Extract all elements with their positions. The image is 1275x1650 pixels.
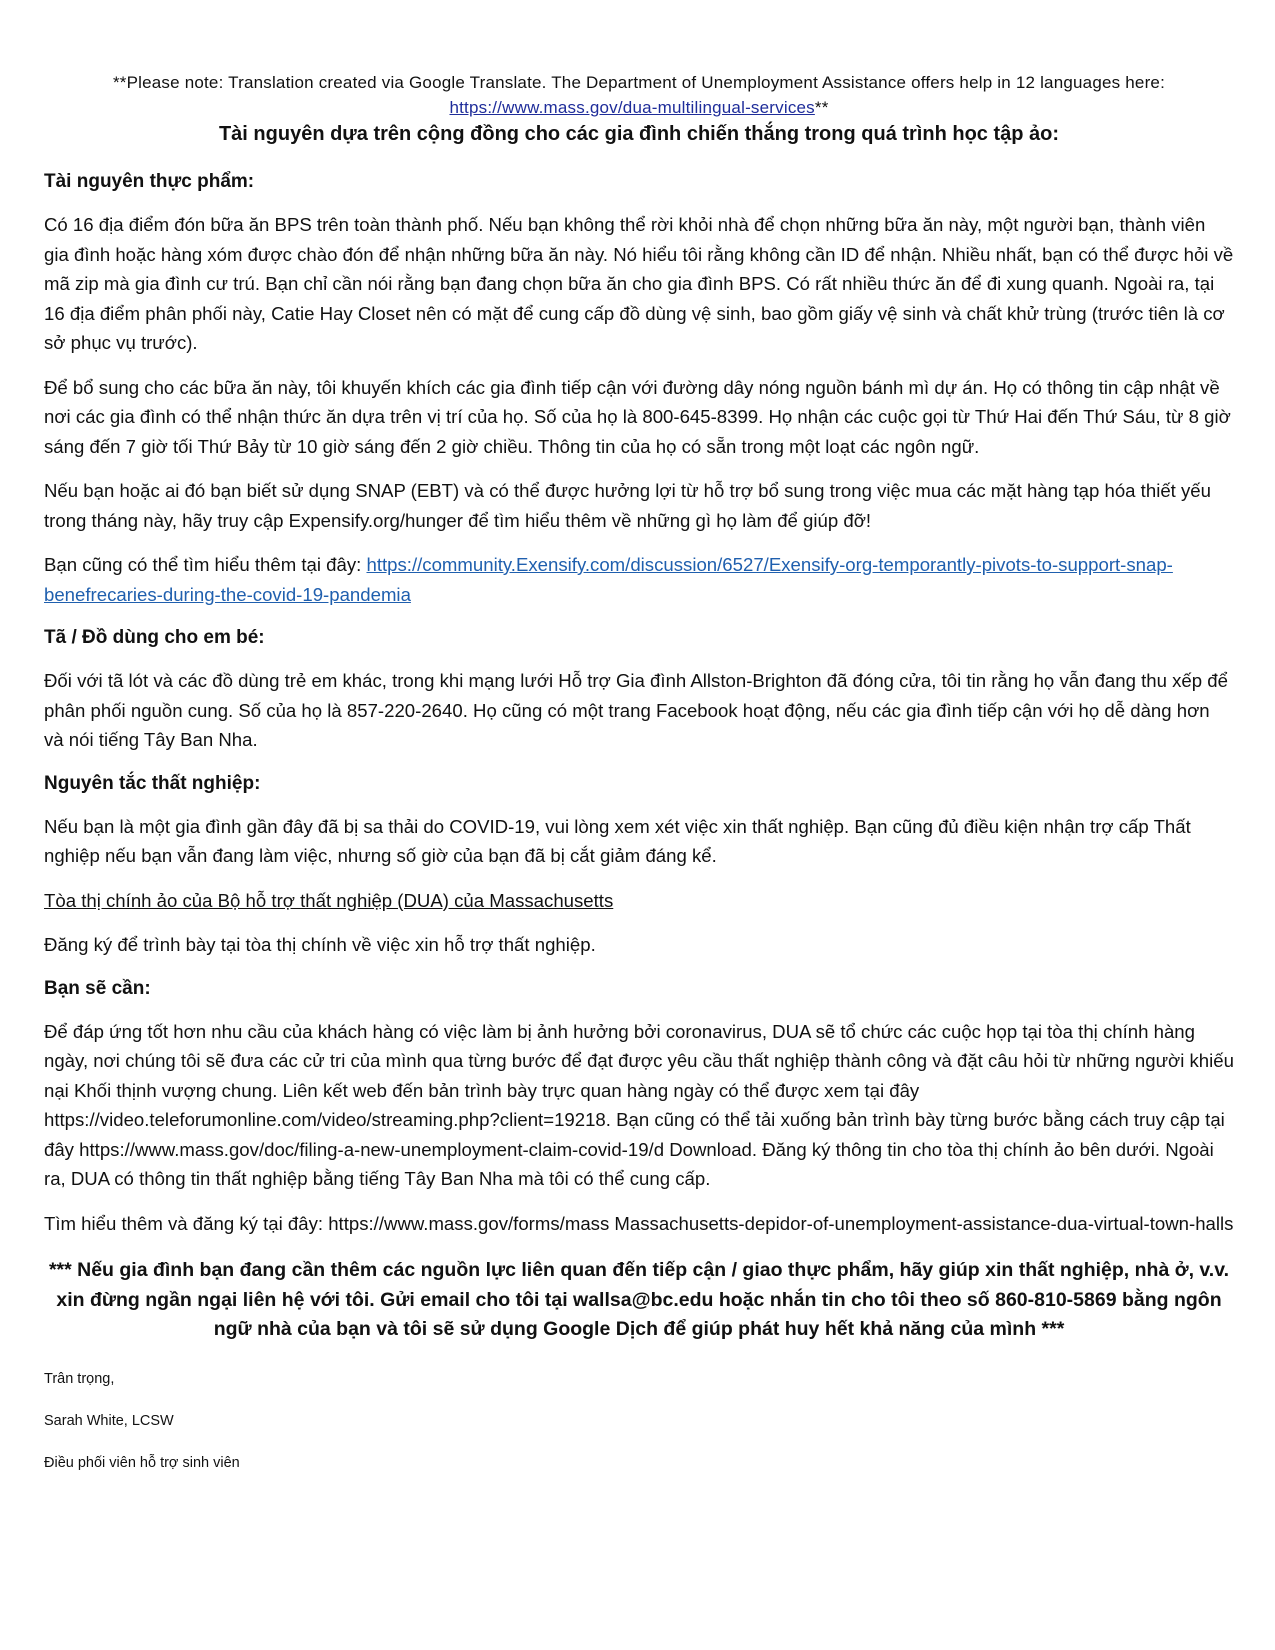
food-link-prefix: Bạn cũng có thể tìm hiểu thêm tại đây: [44, 554, 367, 575]
need-heading: Bạn sẽ cần: [44, 977, 151, 999]
signature-greeting: Trân trọng, [44, 1370, 115, 1387]
dua-townhall-title: Tòa thị chính ảo của Bộ hỗ trợ thất nghiệp (DUA) của Massachusetts [44, 889, 614, 911]
food-paragraph-1: Có 16 địa điểm đón bữa ăn BPS trên toàn thành phố. Nếu bạn không thể rời khỏi nhà để chọn những bữa ăn này, một người bạn, thành viên gia đình hoặc hàng xóm được chào đón để nhận những bữa ăn này. Nó hiểu tôi rằng không cần ID để nhận. Nhiều nhất, bạn có thể được hỏi về mã zip mà gia đình cư trú. Bạn chỉ cần nói rằng bạn đang chọn bữa ăn cho gia đình BPS. Có rất nhiều thức ăn để đi xung quanh. Ngoài ra, tại 16 địa điểm phân phối này, Catie Hay Closet nên có mặt để cung cấp đồ dùng vệ sinh, bao gồm giấy vệ sinh và chất khử trùng (trước tiên là cơ sở phục vụ trước). [44, 214, 1234, 353]
expensify-community-link[interactable]: https://community.Exensify.com/discussion/6527/Exensify-org-temporantly-pivots-to-support-snap-benefrecaries-during-the-covid-19-pandemia [44, 554, 1173, 605]
translation-note-text: **Please note: Translation created via Google Translate. The Department of Unemployment Assistance offers help in 12 languages here: [112, 73, 1166, 92]
document-page [44, 70, 1234, 1495]
townhall-register-paragraph: Đăng ký để trình bày tại tòa thị chính về việc xin hỗ trợ thất nghiệp. [44, 934, 596, 955]
food-paragraph-3: Nếu bạn hoặc ai đó bạn biết sử dụng SNAP (EBT) và có thể được hưởng lợi từ hỗ trợ bổ sung trong việc mua các mặt hàng tạp hóa thiết yếu trong tháng này, hãy truy cập Expensify.org/hunger để tìm hiểu thêm về những gì họ làm để giúp đỡ! [44, 480, 1211, 531]
baby-heading: Tã / Đồ dùng cho em bé: [44, 627, 265, 648]
baby-paragraph: Đối với tã lót và các đồ dùng trẻ em khác, trong khi mạng lưới Hỗ trợ Gia đình Allston-Brighton đã đóng cửa, tôi tin rằng họ vẫn đang thu xếp để phân phối nguồn cung. Số của họ là 857-220-2640. Họ cũng có một trang Facebook hoạt động, nếu các gia đình tiếp cận với họ dễ dàng hơn và nói tiếng Tây Ban Nha. [44, 670, 1228, 750]
signature-role: Điều phối viên hỗ trợ sinh viên [44, 1454, 240, 1471]
translation-note-suffix: ** [814, 98, 829, 117]
need-paragraph-1: Để đáp ứng tốt hơn nhu cầu của khách hàng có việc làm bị ảnh hưởng bởi coronavirus, DUA sẽ tổ chức các cuộc họp tại tòa thị chính hàng ngày, nơi chúng tôi sẽ đưa các cử tri của mình qua từng bước để đạt được yêu cầu thất nghiệp thành công và đặt câu hỏi từ những người khiếu nại Khối thịnh vượng chung. Liên kết web đến bản trình bày trực quan hàng ngày có thể được xem tại đây https://video.teleforumonline.com/video/streaming.php?client=19218. Bạn cũng có thể tải xuống bản trình bày từng bước bằng cách truy cập tại đây https://www.mass.gov/doc/filing-a-new-unemployment-claim-covid-19/d Download. Đăng ký thông tin cho tòa thị chính ảo bên dưới. Ngoài ra, DUA có thông tin thất nghiệp bằng tiếng Tây Ban Nha mà tôi có thể cung cấp. [44, 1020, 1234, 1189]
signature-name: Sarah White, LCSW [44, 1412, 174, 1429]
unemployment-paragraph: Nếu bạn là một gia đình gần đây đã bị sa thải do COVID-19, vui lòng xem xét việc xin thất nghiệp. Bạn cũng đủ điều kiện nhận trợ cấp Thất nghiệp nếu bạn vẫn đang làm việc, nhưng số giờ của bạn đã bị cắt giảm đáng kể. [44, 815, 1191, 866]
unemployment-heading: Nguyên tắc thất nghiệp: [44, 772, 261, 794]
food-paragraph-4 [44, 550, 1234, 609]
closing-statement: *** Nếu gia đình bạn đang cần thêm các nguồn lực liên quan đến tiếp cận / giao thực phẩm, hãy giúp xin thất nghiệp, nhà ở, v.v. xin đừng ngần ngại liên hệ với tôi. Gửi email cho tôi tại wallsa@bc.edu hoặc nhắn tin cho tôi theo số 860-810-5869 bằng ngôn ngữ nhà của bạn và tôi sẽ sử dụng Google Dịch để giúp phát huy hết khả năng của mình *** [48, 1259, 1230, 1340]
multilingual-services-link[interactable]: https://www.mass.gov/dua-multilingual-services [449, 98, 815, 117]
page-title: Tài nguyên dựa trên cộng đồng cho các gia đình chiến thắng trong quá trình học tập ảo: [218, 123, 1060, 145]
food-heading: Tài nguyên thực phẩm: [44, 171, 255, 192]
food-paragraph-2: Để bổ sung cho các bữa ăn này, tôi khuyến khích các gia đình tiếp cận với đường dây nóng nguồn bánh mì dự án. Họ có thông tin cập nhật về nơi các gia đình có thể nhận thức ăn dựa trên vị trí của họ. Số của họ là 800-645-8399. Họ nhận các cuộc gọi từ Thứ Hai đến Thứ Sáu, từ 8 giờ sáng đến 7 giờ tối Thứ Bảy từ 10 giờ sáng đến 2 giờ chiều. Thông tin của họ có sẵn trong một loạt các ngôn ngữ. [44, 376, 1231, 457]
translation-note-link-line [44, 95, 1234, 120]
translation-note [44, 70, 1234, 120]
need-paragraph-2: Tìm hiểu thêm và đăng ký tại đây: https://www.mass.gov/forms/mass Massachusetts-depidor-of-unemployment-assistance-dua-virtual-town-halls [44, 1212, 1234, 1234]
